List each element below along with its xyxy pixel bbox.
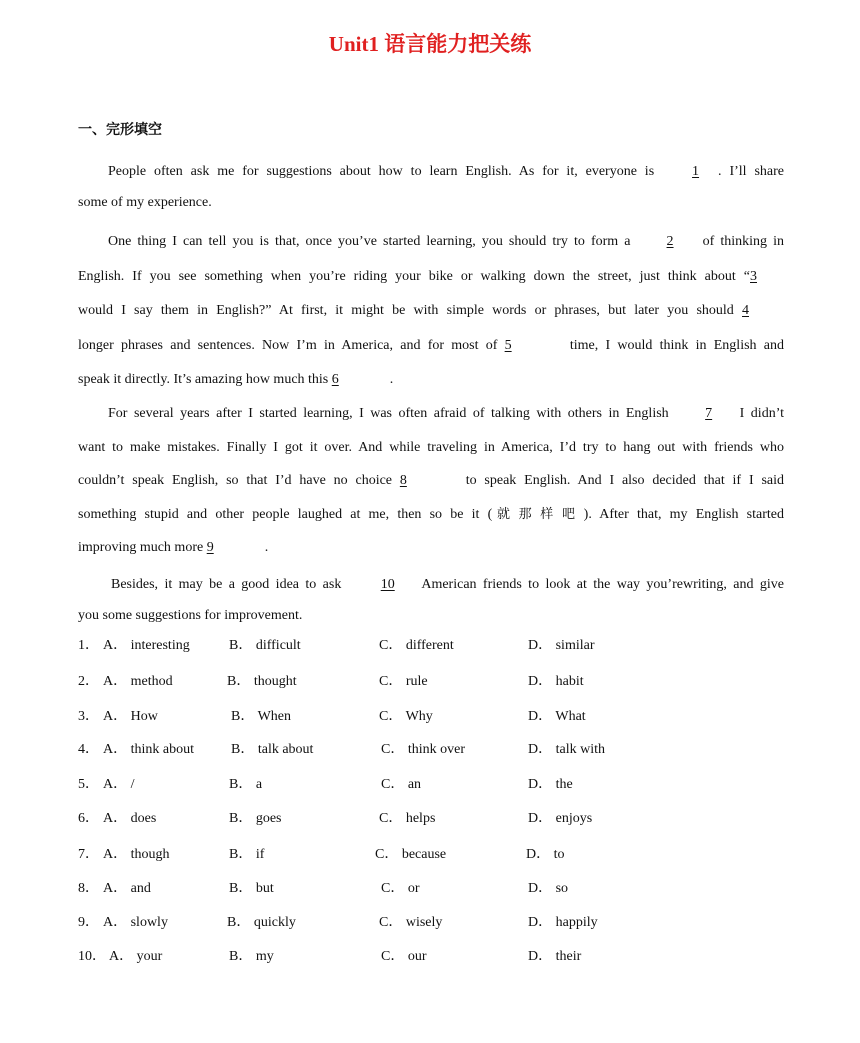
- passage-text: to speak English. And I also decided that if I said: [457, 473, 784, 488]
- passage-text: One thing I can tell you is that, once you’ve started learning, you should try to form a: [108, 234, 637, 249]
- passage-text: ). After that, my English started: [583, 506, 784, 522]
- passage-text: For several years after I started learning, I was often afraid of talking with others in English: [108, 406, 676, 421]
- option-d[interactable]: D． so: [528, 881, 569, 896]
- chinese-gloss: 就那样吧: [492, 506, 584, 522]
- answer-blank[interactable]: 3: [750, 268, 757, 284]
- passage-text: of thinking in: [696, 234, 784, 249]
- passage-text: some of my experience.: [78, 195, 212, 210]
- answer-blank[interactable]: 6: [331, 372, 339, 387]
- question-row: [78, 670, 798, 690]
- passage-text: would I say them in English?” At first, it might be with simple words or phrases, but later you should: [78, 303, 742, 318]
- answer-blank[interactable]: 8: [399, 473, 407, 488]
- option-a[interactable]: A． interesting: [103, 638, 190, 653]
- passage-text: want to make mistakes. Finally I got it over. And while traveling in America, I’d try to hang out with friends who: [78, 439, 784, 455]
- option-b[interactable]: B． difficult: [229, 638, 301, 653]
- passage-text: couldn’t speak English, so that I’d have no choice: [78, 473, 400, 488]
- option-b[interactable]: B． thought: [227, 674, 297, 689]
- passage-text: longer phrases and sentences. Now I’m in America, and for most of: [78, 337, 505, 353]
- passage-line: [78, 569, 784, 600]
- passage-text: . I’ll share: [718, 164, 784, 179]
- option-d[interactable]: D． talk with: [528, 742, 605, 757]
- option-b[interactable]: B． goes: [229, 811, 282, 826]
- option-a[interactable]: A． think about: [103, 742, 194, 757]
- question-number: 4．: [78, 742, 99, 757]
- passage-paragraph: [78, 569, 784, 631]
- option-a[interactable]: A． method: [103, 674, 173, 689]
- option-d[interactable]: D． similar: [528, 638, 595, 653]
- question-row: [78, 773, 798, 793]
- question-number: 9．: [78, 915, 99, 930]
- option-a[interactable]: A． slowly: [103, 915, 168, 930]
- passage-text: improving much more: [78, 540, 207, 555]
- question-row: [78, 705, 798, 725]
- option-a[interactable]: A． /: [103, 777, 135, 792]
- passage-line: [78, 187, 784, 218]
- question-number: 8．: [78, 881, 99, 896]
- answer-blank[interactable]: 9: [206, 540, 214, 555]
- answer-blank[interactable]: 5: [504, 337, 512, 353]
- passage-line: [78, 600, 784, 631]
- option-c[interactable]: C． an: [381, 777, 422, 792]
- page-title: Unit1 语言能力把关练: [328, 32, 532, 56]
- question-number: 5．: [78, 777, 99, 792]
- passage-line: [78, 464, 784, 498]
- question-row: [78, 843, 798, 863]
- answer-blank[interactable]: 7: [705, 406, 713, 421]
- passage-line: [78, 531, 784, 565]
- option-c[interactable]: C． our: [381, 949, 427, 964]
- passage-paragraph: [78, 156, 784, 218]
- passage-text: American friends to look at the way you’rewriting, and give: [415, 577, 784, 592]
- passage-text: English. If you see something when you’re riding your bike or walking down the street, just think about “: [78, 268, 750, 284]
- option-b[interactable]: B． my: [229, 949, 274, 964]
- option-a[interactable]: A． does: [103, 811, 157, 826]
- question-row: [78, 877, 798, 897]
- passage-line: [78, 363, 784, 398]
- option-b[interactable]: B． talk about: [231, 742, 314, 757]
- option-c[interactable]: C． rule: [379, 674, 428, 689]
- option-a[interactable]: A． though: [103, 847, 170, 862]
- option-c[interactable]: C． think over: [381, 742, 465, 757]
- answer-blank[interactable]: 2: [666, 234, 674, 249]
- option-d[interactable]: D． enjoys: [528, 811, 593, 826]
- option-c[interactable]: C． wisely: [379, 915, 443, 930]
- option-d[interactable]: D． the: [528, 777, 573, 792]
- passage-line: [78, 260, 784, 295]
- passage-line: [78, 225, 784, 260]
- question-number: 6．: [78, 811, 99, 826]
- passage-line: [78, 329, 784, 364]
- passage-paragraph: [78, 225, 784, 398]
- option-c[interactable]: C． because: [375, 847, 447, 862]
- passage-text: time, I would think in English and: [562, 337, 784, 353]
- option-a[interactable]: A． How: [103, 709, 158, 724]
- option-c[interactable]: C． or: [381, 881, 420, 896]
- option-b[interactable]: B． if: [229, 847, 265, 862]
- option-d[interactable]: D． to: [526, 847, 565, 862]
- question-number: 3．: [78, 709, 99, 724]
- answer-blank[interactable]: 4: [742, 303, 749, 318]
- question-number: 7．: [78, 847, 99, 862]
- passage-text: .: [264, 540, 269, 555]
- option-d[interactable]: D． happily: [528, 915, 598, 930]
- section-title: 一、完形填空: [78, 122, 162, 138]
- passage-paragraph: [78, 397, 784, 565]
- passage-text: .: [389, 372, 394, 387]
- question-row: [78, 807, 798, 827]
- option-c[interactable]: C． different: [379, 638, 454, 653]
- passage-text: something stupid and other people laughed at me, then so be it (: [78, 506, 493, 522]
- passage-line: [78, 294, 784, 329]
- answer-blank[interactable]: 10: [380, 577, 395, 592]
- option-d[interactable]: D． their: [528, 949, 582, 964]
- question-row: [78, 634, 798, 654]
- option-d[interactable]: D． habit: [528, 674, 584, 689]
- answer-blank[interactable]: 1: [692, 164, 700, 179]
- passage-text: People often ask me for suggestions about how to learn English. As for it, everyone is: [108, 164, 663, 179]
- option-c[interactable]: C． Why: [379, 709, 433, 724]
- question-row: [78, 738, 798, 758]
- passage-text: I didn’t: [733, 406, 784, 421]
- passage-text: you some suggestions for improvement.: [78, 608, 303, 623]
- question-row: [78, 945, 798, 965]
- question-number: 1．: [78, 638, 99, 653]
- passage-line: [78, 498, 784, 532]
- question-row: [78, 911, 798, 931]
- passage-text: Besides, it may be a good idea to ask: [111, 577, 348, 592]
- option-b[interactable]: B． When: [231, 709, 292, 724]
- question-number: 2．: [78, 674, 99, 689]
- option-c[interactable]: C． helps: [379, 811, 436, 826]
- option-a[interactable]: A． your: [109, 949, 163, 964]
- option-a[interactable]: A． and: [103, 881, 151, 896]
- option-d[interactable]: D． What: [528, 709, 586, 724]
- passage-line: [78, 156, 784, 187]
- option-b[interactable]: B． quickly: [227, 915, 296, 930]
- passage-line: [78, 431, 784, 465]
- question-number: 10．: [78, 949, 106, 964]
- passage-text: speak it directly. It’s amazing how much this: [78, 372, 332, 387]
- option-b[interactable]: B． a: [229, 777, 263, 792]
- passage-line: [78, 397, 784, 431]
- option-b[interactable]: B． but: [229, 881, 274, 896]
